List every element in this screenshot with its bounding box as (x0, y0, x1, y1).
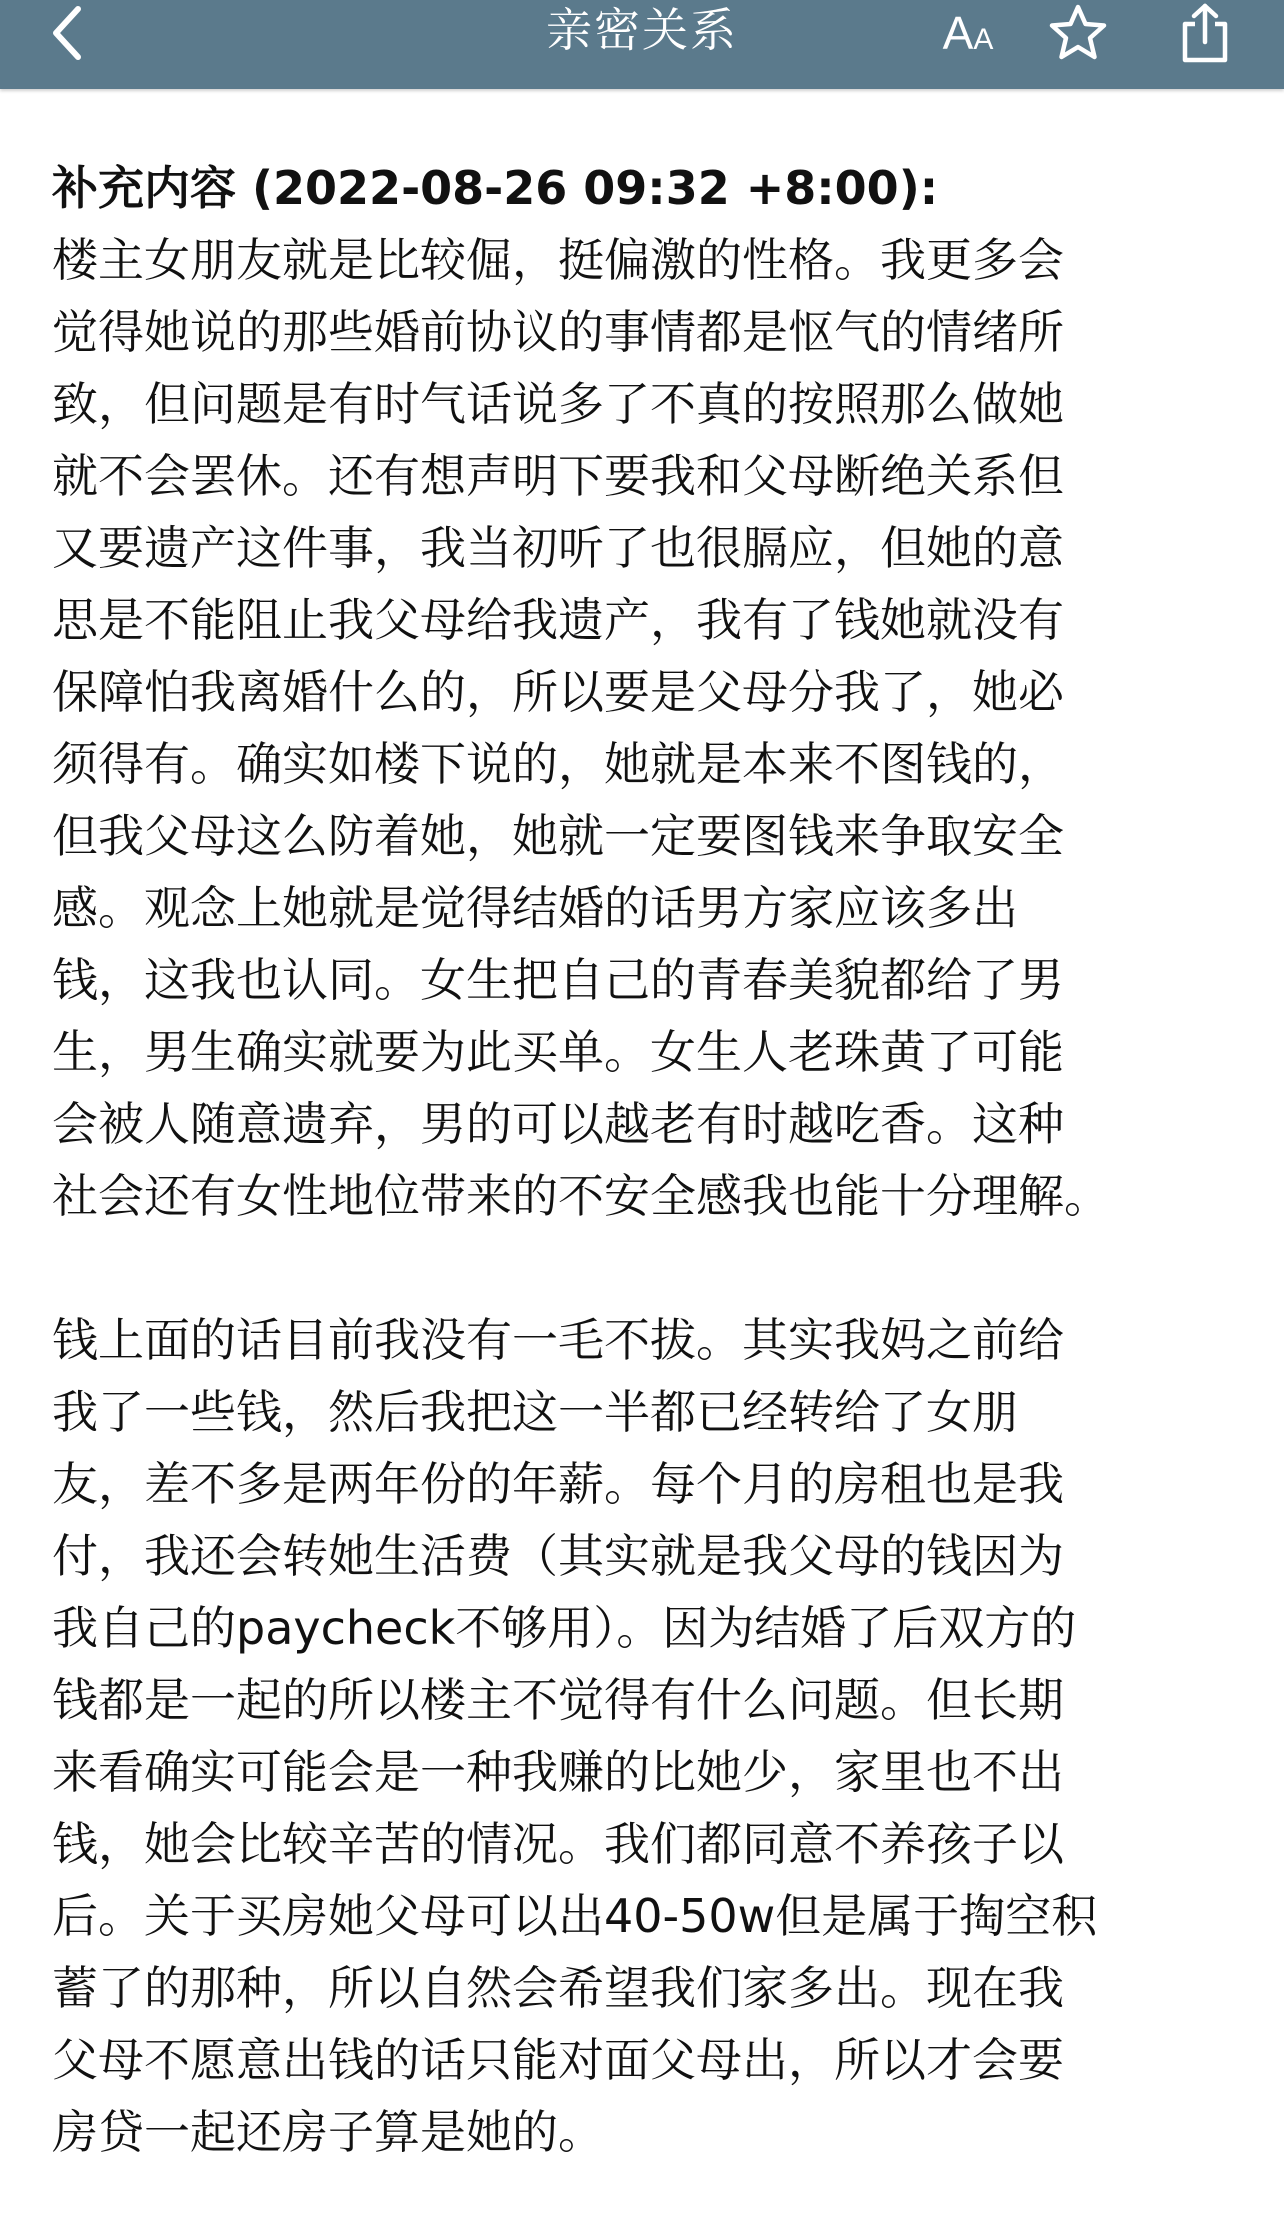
favorite-button[interactable] (1040, 0, 1116, 66)
paragraph-line: 致，但问题是有时气话说多了不真的按照那么做她 (52, 377, 1064, 431)
navigation-bar (0, 0, 1284, 89)
paragraph-line: 友，差不多是两年份的年薪。每个月的房租也是我 (52, 1457, 1064, 1511)
paragraph-line: 房贷一起还房子算是她的。 (52, 2105, 604, 2159)
paragraph-line: 楼主女朋友就是比较倔，挺偏激的性格。我更多会 (52, 233, 1064, 287)
paragraph-spacer (52, 1232, 1252, 1304)
paragraph-line: 觉得她说的那些婚前协议的事情都是怄气的情绪所 (52, 305, 1064, 359)
paragraph-line: 但我父母这么防着她，她就一定要图钱来争取安全 (52, 809, 1064, 863)
post-paragraph-1 (52, 224, 1252, 1232)
paragraph-line: 来看确实可能会是一种我赚的比她少，家里也不出 (52, 1745, 1064, 1799)
paragraph-line: 会被人随意遗弃，男的可以越老有时越吃香。这种 (52, 1097, 1064, 1151)
paragraph-line: 须得有。确实如楼下说的，她就是本来不图钱的， (52, 737, 1064, 791)
paragraph-line: 付，我还会转她生活费（其实就是我父母的钱因为 (52, 1529, 1064, 1583)
paragraph-line: 钱都是一起的所以楼主不觉得有什么问题。但长期 (52, 1673, 1064, 1727)
page-title: 亲密关系 (546, 3, 738, 57)
paragraph-line: 后。关于买房她父母可以出40-50w但是属于掏空积 (52, 1889, 1098, 1943)
font-size-large-glyph: A (942, 7, 974, 59)
paragraph-line: 又要遗产这件事，我当初听了也很膈应，但她的意 (52, 521, 1064, 575)
paragraph-line: 蓄了的那种，所以自然会希望我们家多出。现在我 (52, 1961, 1064, 2015)
paragraph-line: 我自己的paycheck不够用）。因为结婚了后双方的 (52, 1601, 1077, 1655)
paragraph-line: 我了一些钱，然后我把这一半都已经转给了女朋 (52, 1385, 1018, 1439)
star-icon (1047, 3, 1109, 63)
paragraph-line: 生，男生确实就要为此买单。女生人老珠黄了可能 (52, 1025, 1064, 1079)
paragraph-line: 感。观念上她就是觉得结婚的话男方家应该多出 (52, 881, 1018, 935)
paragraph-line: 钱，她会比较辛苦的情况。我们都同意不养孩子以 (52, 1817, 1064, 1871)
paragraph-line: 思是不能阻止我父母给我遗产，我有了钱她就没有 (52, 593, 1064, 647)
paragraph-line: 钱，这我也认同。女生把自己的青春美貌都给了男 (52, 953, 1064, 1007)
paragraph-line: 社会还有女性地位带来的不安全感我也能十分理解。 (52, 1169, 1110, 1223)
paragraph-line: 就不会罢休。还有想声明下要我和父母断绝关系但 (52, 449, 1064, 503)
font-size-button[interactable] (926, 0, 1010, 66)
share-icon (1177, 2, 1233, 64)
post-header: 补充内容 (2022-08-26 09:32 +8:00): (52, 161, 939, 215)
post-content (52, 152, 1252, 2168)
paragraph-line: 钱上面的话目前我没有一毛不拔。其实我妈之前给 (52, 1313, 1064, 1367)
paragraph-line: 父母不愿意出钱的话只能对面父母出，所以才会要 (52, 2033, 1064, 2087)
font-size-small-glyph: A (973, 23, 994, 56)
paragraph-line: 保障怕我离婚什么的，所以要是父母分我了，她必 (52, 665, 1064, 719)
post-paragraph-2 (52, 1304, 1252, 2168)
font-size-icon (942, 7, 994, 59)
share-button[interactable] (1170, 0, 1240, 66)
